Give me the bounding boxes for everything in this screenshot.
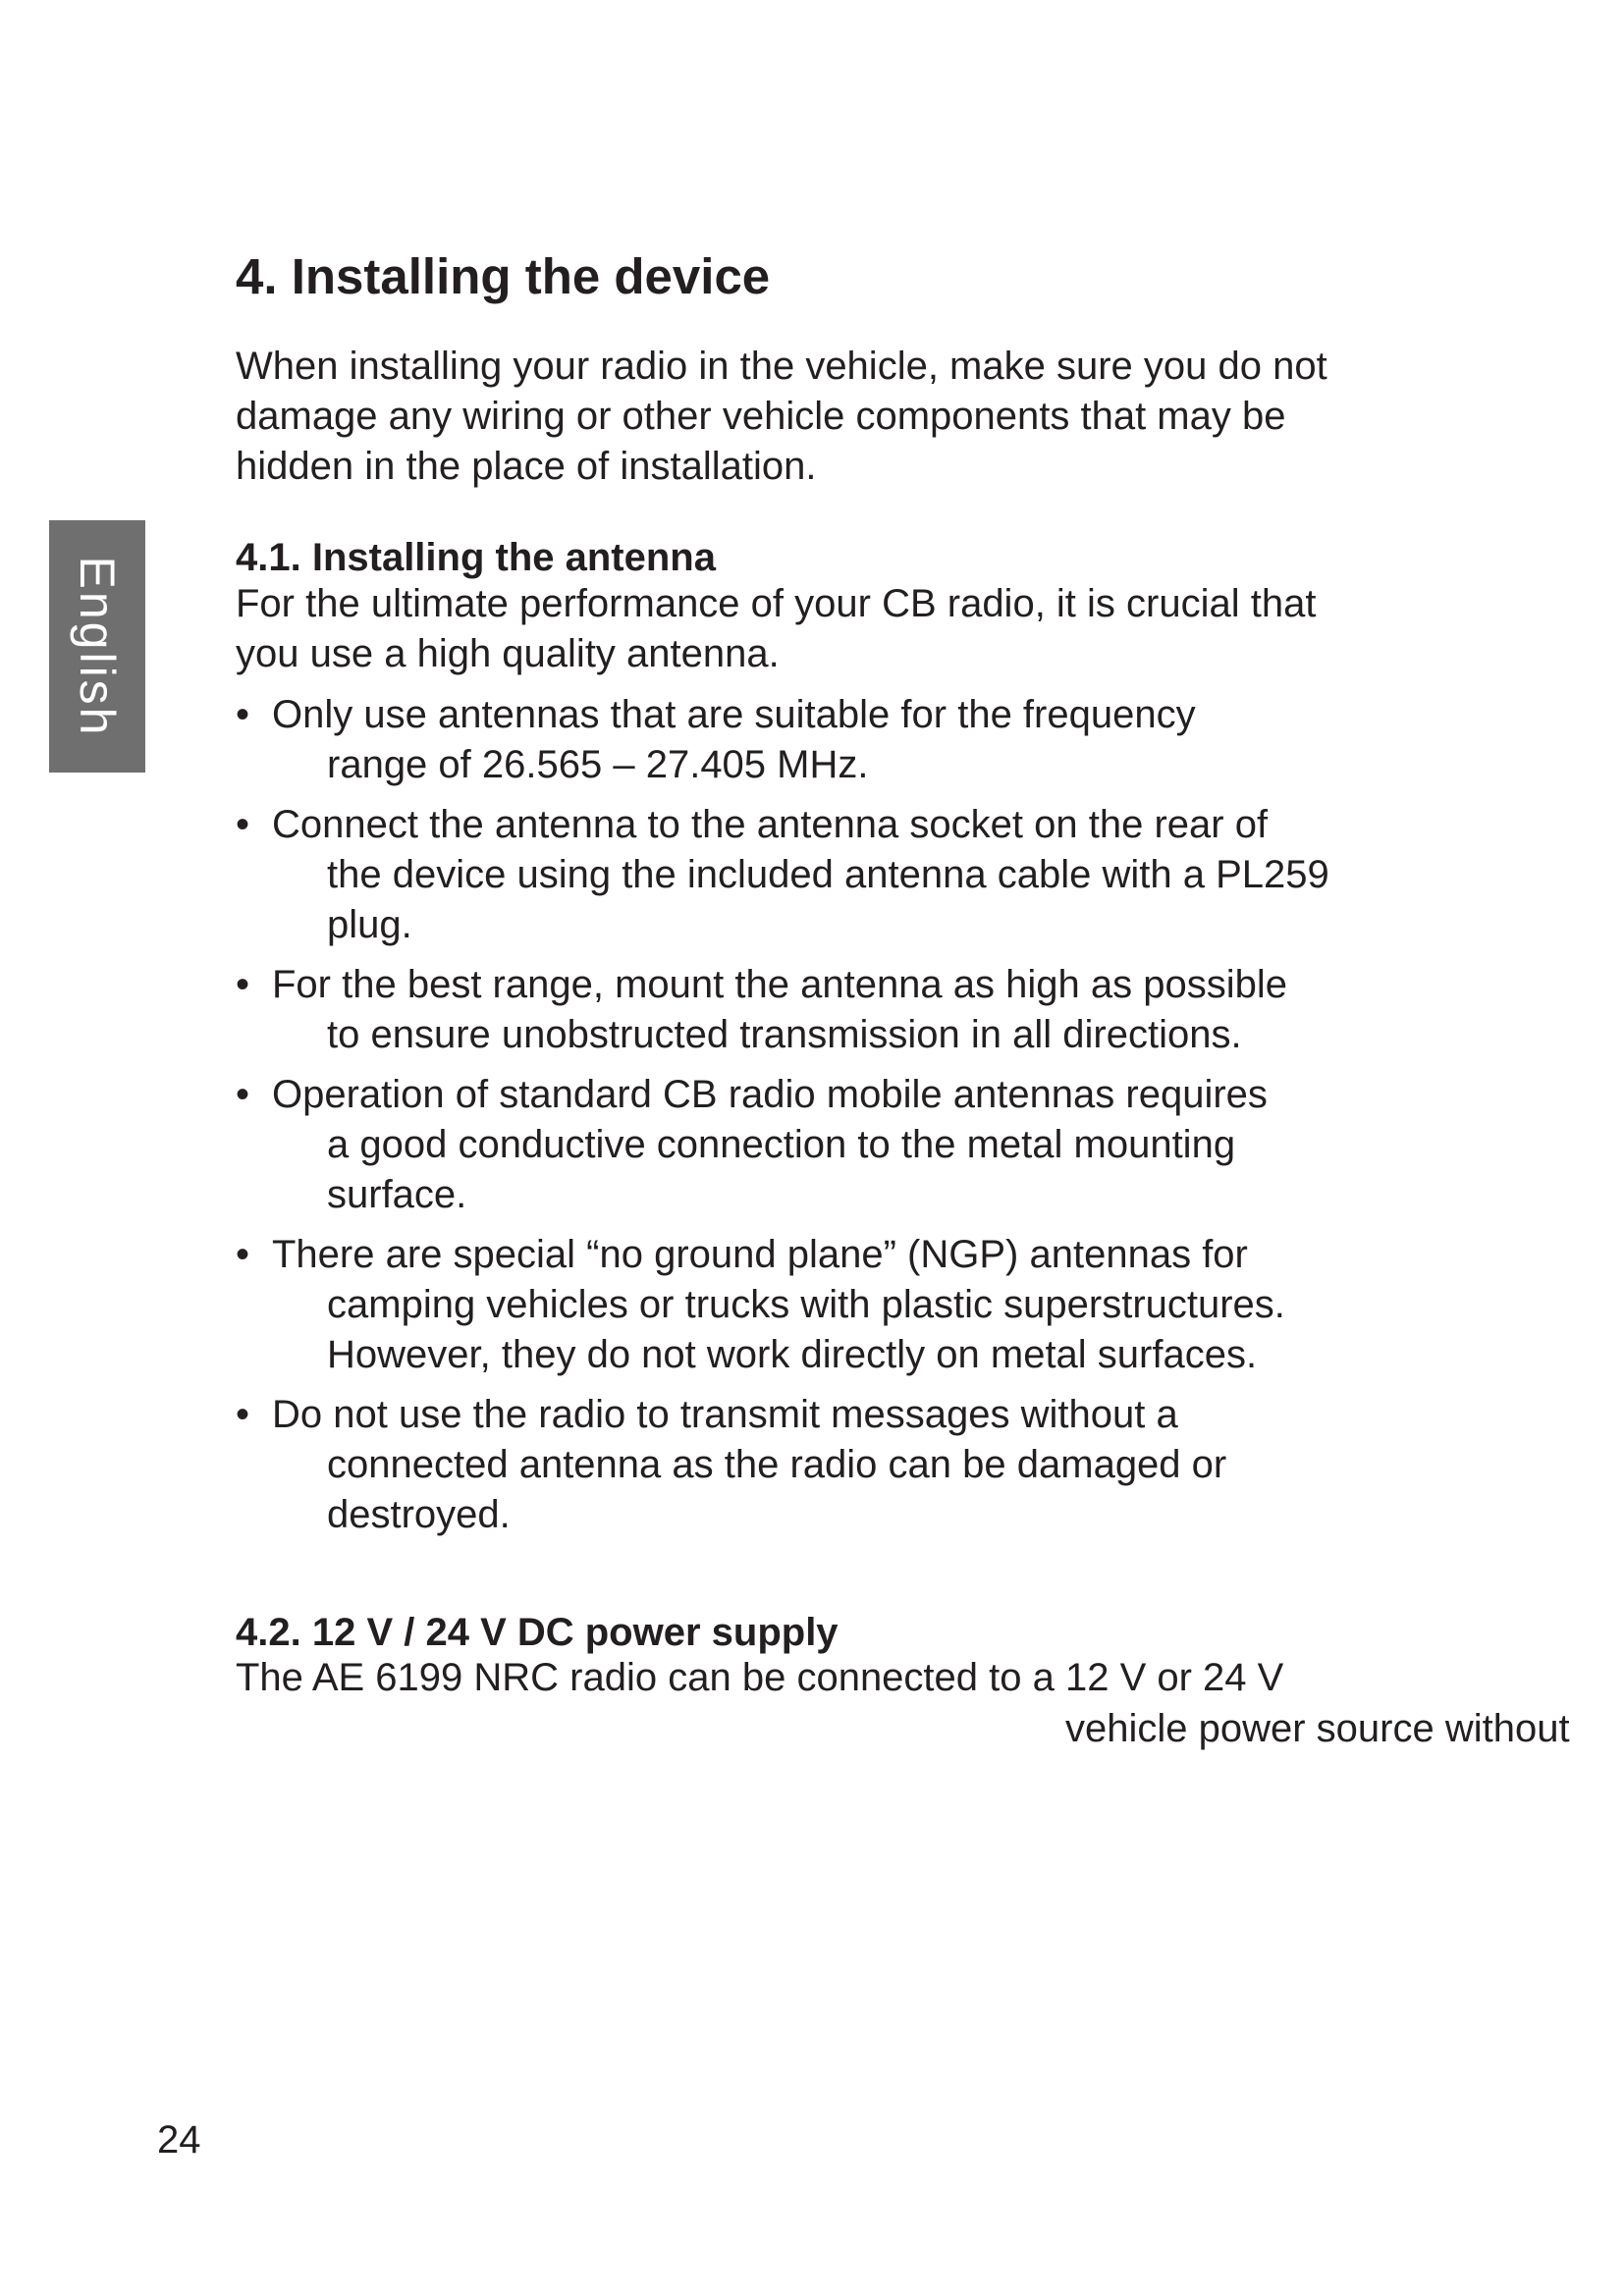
list-item: • Only use antennas that are suitable for the frequency range of 26.565 – 27.405 MHz. (236, 690, 1414, 790)
antenna-bullet-list (236, 690, 1414, 1550)
section-4-2-heading: 4.2. 12 V / 24 V DC power supply (236, 1611, 839, 1654)
intro-line: hidden in the place of installation. (236, 445, 817, 488)
bullet-icon: • (236, 1233, 250, 1276)
intro-line: damage any wiring or other vehicle components that may be (236, 395, 1286, 438)
list-item: • Operation of standard CB radio mobile antennas requires a good conductive connection to the metal mounting surface. (236, 1070, 1414, 1220)
section-4-intro (236, 342, 1414, 492)
language-tab (49, 520, 145, 773)
bullet-icon: • (236, 963, 250, 1006)
section-4-2-text: The AE 6199 NRC radio can be connected to a 12 V or 24 V (236, 1656, 1284, 1699)
list-item: • For the best range, mount the antenna as high as possible to ensure unobstructed transmission in all directions. (236, 960, 1414, 1060)
bullet-icon: • (236, 1393, 250, 1436)
section-4-1-heading: 4.1. Installing the antenna (236, 536, 716, 579)
section-4-2-continuation: vehicle power source without (1065, 1707, 1570, 1750)
bullet-icon: • (236, 1073, 250, 1116)
intro-line: When installing your radio in the vehicle, make sure you do not (236, 345, 1327, 388)
list-item: • Do not use the radio to transmit messages without a connected antenna as the radio can be damaged or destroyed. (236, 1390, 1414, 1540)
section-4-1-intro (236, 579, 1414, 679)
intro-line: For the ultimate performance of your CB radio, it is crucial that (236, 582, 1317, 625)
page-number: 24 (157, 2118, 201, 2162)
section-4-heading: 4. Installing the device (236, 248, 771, 304)
bullet-icon: • (236, 693, 250, 736)
list-item: • Connect the antenna to the antenna socket on the rear of the device using the included antenna cable with a PL259 plug. (236, 800, 1414, 950)
bullet-icon: • (236, 803, 250, 846)
intro-line: you use a high quality antenna. (236, 632, 780, 675)
list-item: • There are special “no ground plane” (NGP) antennas for camping vehicles or trucks with plastic superstructures. However, they do not work directly on metal surfaces. (236, 1230, 1414, 1380)
language-tab-label: English (70, 556, 125, 737)
